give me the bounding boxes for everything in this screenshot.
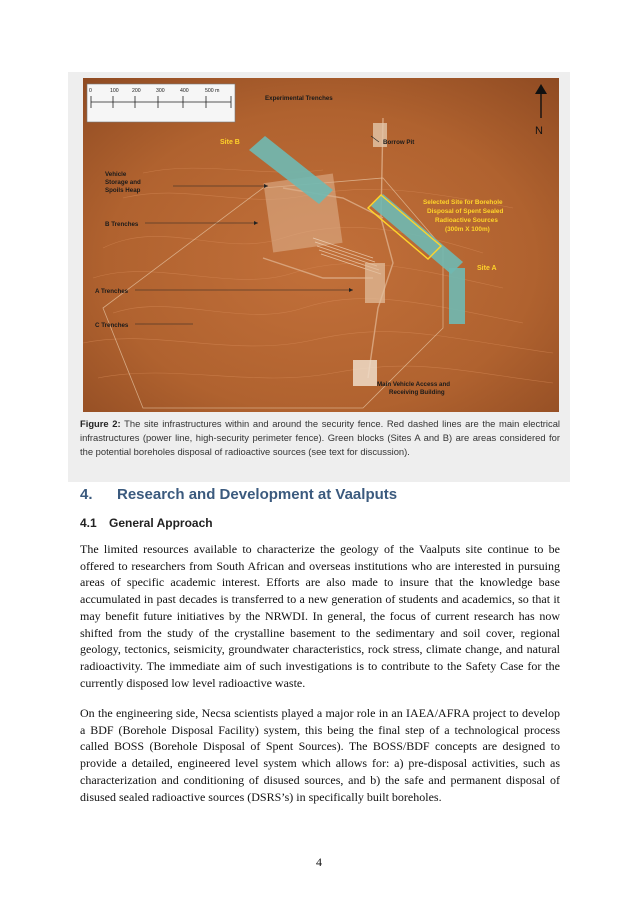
scale-tick-500: 500 m: [205, 88, 220, 94]
scale-tick-200: 200: [132, 88, 141, 94]
site-a-block-vertical: [449, 268, 465, 324]
label-borrow-pit: Borrow Pit: [383, 139, 415, 146]
scale-tick-300: 300: [156, 88, 165, 94]
subsection-title: General Approach: [109, 516, 213, 530]
paragraph-engineering: On the engineering side, Necsa scientists played a major role in an IAEA/AFRA project to develop a BDF (Borehole Disposal Facility) system, this being the final step of a technological process called BOSS (Borehole Disposal of Spent Sources). The BOSS/BDF concepts are designed to provide a detailed, engineered level system which allows for: a) pre-disposal activities, such as characterization and conditioning of disused sources, and b) the safe and permanent disposal of disused sealed radioactive sources (DSRS’s) in specifically built boreholes.: [80, 706, 560, 804]
page-number: 4: [316, 855, 322, 869]
site-map-image: [83, 78, 559, 412]
figure-caption: [80, 417, 560, 459]
section-title: Research and Development at Vaalputs: [117, 486, 398, 503]
section-number: 4.: [80, 486, 93, 503]
figure-caption-label: Figure 2:: [80, 418, 121, 429]
a-trenches-block: [365, 263, 385, 303]
paragraph-general-approach: The limited resources available to characterize the geology of the Vaalputs site continue to be offered to researchers from South African and overseas institutions who are interested in pursuing areas of specific academic interest. Efforts are also made to insure that the knowledge base accumulated in past decades is transferred to a new generation of students and academics, so that it may benefit future initiatives by the NRWDI. In general, the focus of current research has now shifted from the study of the crystalline basement to the sedimentary and soil cover, regional geology, tectonics, seismicity, groundwater characteristics, rock stress, climate change, and natural radioactivity. The immediate aim of such investigations is to contribute to the Safety Case for the currently disposed low level radioactive waste.: [80, 542, 560, 690]
label-site-a: Site A: [477, 265, 497, 272]
receiving-building: [353, 360, 377, 386]
label-selected-site-3: Radioactive Sources: [435, 217, 498, 224]
label-selected-site-2: Disposal of Spent Sealed: [427, 208, 504, 215]
label-selected-site-4: (300m X 100m): [445, 226, 490, 233]
label-main-vehicle-2: Receiving Building: [389, 389, 445, 396]
scale-tick-400: 400: [180, 88, 189, 94]
scale-tick-0: 0: [89, 88, 92, 94]
label-experimental-trenches: Experimental Trenches: [265, 95, 333, 102]
label-b-trenches: B Trenches: [105, 221, 139, 228]
label-a-trenches: A Trenches: [95, 288, 129, 295]
north-label: N: [535, 125, 543, 137]
label-vehicle-3: Spoils Heap: [105, 187, 141, 194]
label-site-b: Site B: [220, 139, 240, 146]
label-vehicle-1: Vehicle: [105, 171, 127, 178]
site-map: [83, 78, 559, 412]
label-vehicle-2: Storage and: [105, 179, 141, 186]
scale-tick-100: 100: [110, 88, 119, 94]
subsection-heading: [80, 516, 213, 530]
section-heading: [80, 486, 397, 503]
label-c-trenches: C Trenches: [95, 322, 129, 329]
label-main-vehicle-1: Main Vehicle Access and: [377, 381, 451, 388]
label-selected-site-1: Selected Site for Borehole: [423, 199, 503, 206]
figure-caption-text: The site infrastructures within and around the security fence. Red dashed lines are the main electrical infrastructures (power line, high-security perimeter fence). Green blocks (Sites A and B) are areas considered for the potential boreholes disposal of radioactive sources (see text for discussion).: [80, 418, 561, 457]
subsection-number: 4.1: [80, 516, 97, 530]
